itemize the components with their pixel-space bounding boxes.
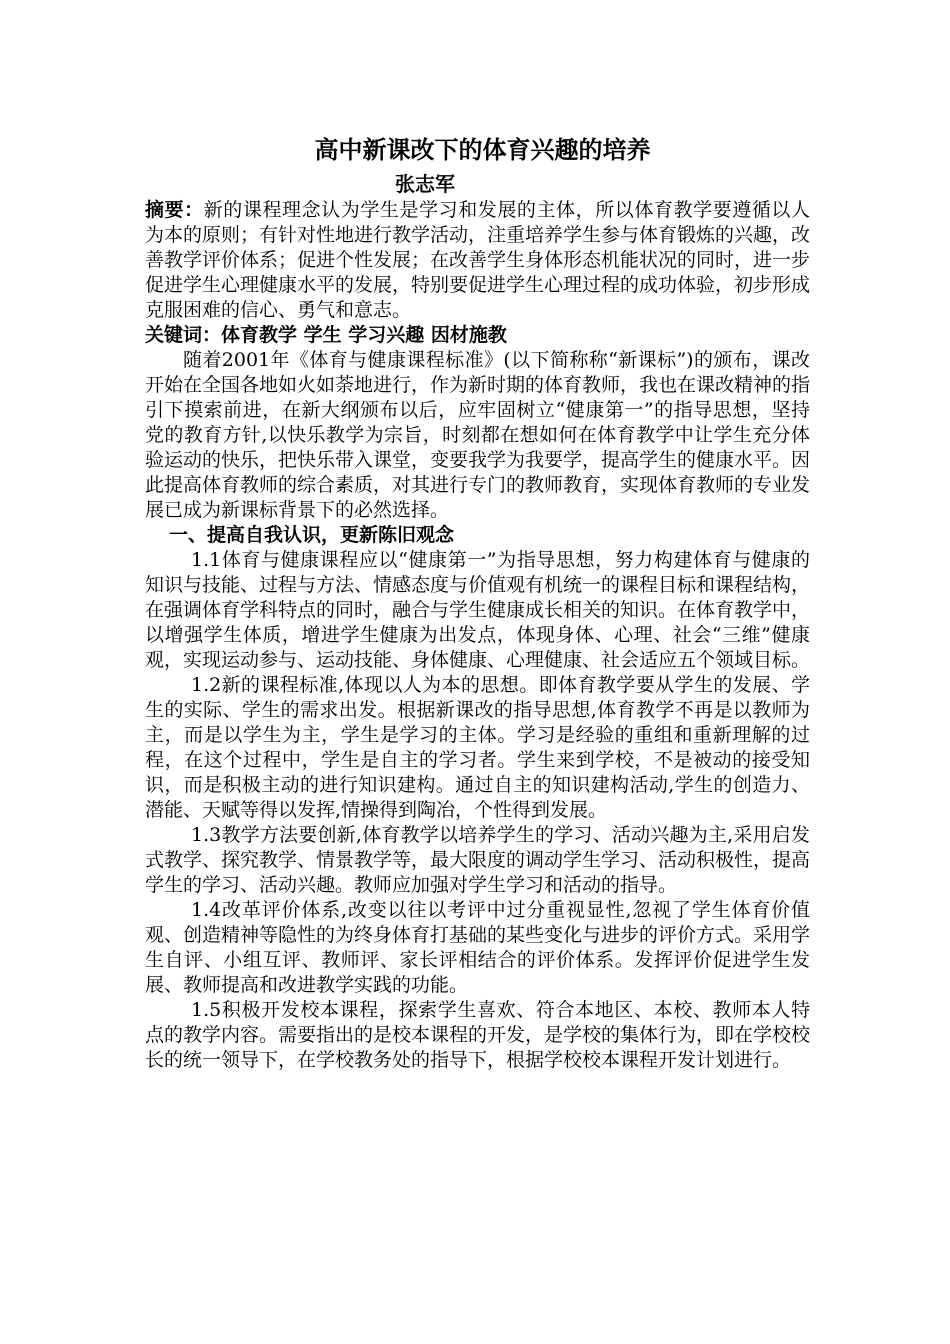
abstract-text: 新的课程理念认为学生是学习和发展的主体，所以体育教学要遵循以人为本的原则；有针对性地进行教学活动，注重培养学生参与体育锻炼的兴趣，改善教学评价体系；促进个性发展；在改善学生身体形态机能状况的同时，进一步促进学生心理健康水平的发展，特别要促进学生心理过程的成功体验，初步形成克服困难的信心、勇气和意志。 xyxy=(145,199,811,321)
paragraph-1-5: 1.5积极开发校本课程，探索学生喜欢、符合本地区、本校、教师本人特点的教学内容。需要指出的是校本课程的开发，是学校的集体行为，即在学校校长的统一领导下，在学校教务处的指导下，根据学校校本课程开发计划进行。 xyxy=(145,999,811,1071)
abstract-paragraph xyxy=(145,198,810,323)
paragraph-1-2: 1.2新的课程标准,体现以人为本的思想。即体育教学要从学生的发展、学生的实际、学生的需求出发。根据新课改的指导思想,体育教学不再是以教师为主，而是以学生为主，学生是学习的主体。学习是经验的重组和重新理解的过程，在这个过程中，学生是自主的学习者。学生来到学校，不是被动的接受知识，而是积极主动的进行知识建构。通过自主的知识建构活动,学生的创造力、潜能、天赋等得以发挥,情操得到陶冶，个性得到发展。 xyxy=(145,674,810,821)
document-page xyxy=(145,130,810,1073)
abstract-label: 摘要： xyxy=(145,199,204,221)
keywords-line: 关键词：体育教学 学生 学习兴趣 因材施教 xyxy=(145,324,507,346)
paragraph-1-1: 1.1体育与健康课程应以“健康第一”为指导思想，努力构建体育与健康的知识与技能、过程与方法、情感态度与价值观有机统一的课程目标和课程结构，在强调体育学科特点的同时，融合与学生健康成长相关的知识。在体育教学中，以增强学生体质，增进学生健康为出发点，体现身体、心理、社会“三维”健康观，实现运动参与、运动技能、身体健康、心理健康、社会适应五个领域目标。 xyxy=(145,549,811,671)
section-1-heading: 一、提高自我认识，更新陈旧观念 xyxy=(169,524,455,546)
author-name: 张志军 xyxy=(395,172,455,196)
intro-paragraph: 随着2001年《体育与健康课程标准》(以下简称称“新课标”)的颁布，课改开始在全国各地如火如荼地进行，作为新时期的体育教师，我也在课改精神的指引下摸索前进，在新大纲颁布以后，应牢固树立“健康第一”的指导思想，坚持党的教育方针,以快乐教学为宗旨，时刻都在想如何在体育教学中让学生充分体验运动的快乐，把快乐带入课堂，变要我学为我要学，提高学生的健康水平。因此提高体育教师的综合素质，对其进行专门的教师教育，实现体育教师的专业发展已成为新课标背景下的必然选择。 xyxy=(145,349,811,521)
document-title: 高中新课改下的体育兴趣的培养 xyxy=(314,135,651,164)
paragraph-1-4: 1.4改革评价体系,改变以往以考评中过分重视显性,忽视了学生体育价值观、创造精神等隐性的为终身体育打基础的某些变化与进步的评价方式。采用学生自评、小组互评、教师评、家长评相结合的评价体系。发挥评价促进学生发展、教师提高和改进教学实践的功能。 xyxy=(145,899,811,996)
paragraph-1-3: 1.3教学方法要创新,体育教学以培养学生的学习、活动兴趣为主,采用启发式教学、探究教学、情景教学等，最大限度的调动学生学习、活动积极性，提高学生的学习、活动兴趣。教师应加强对学生学习和活动的指导。 xyxy=(145,824,811,896)
